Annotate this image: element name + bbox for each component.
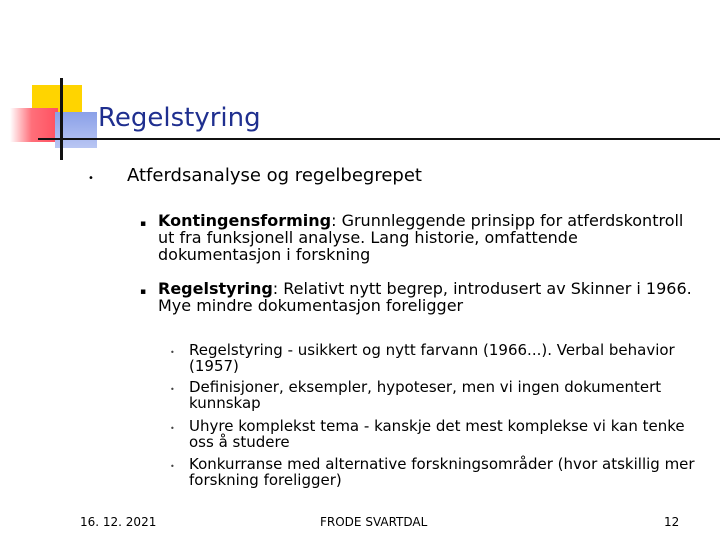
bullet-level3-item [170, 418, 705, 450]
bullet-level3-text: Definisjoner, eksempler, hypoteser, men vi ingen dokumentert kunnskap [189, 378, 662, 412]
term-regelstyring: Regelstyring [158, 279, 273, 298]
decor-red-gradient [10, 108, 58, 142]
bullet-level3-item [170, 379, 705, 411]
page-number: 12 [664, 515, 680, 529]
bullet-level3-text: Uhyre komplekst tema - kanskje det mest komplekse vi kan tenke oss å studere [189, 417, 685, 451]
decor-vertical-line [60, 78, 63, 160]
bullet-level2-item [140, 212, 700, 263]
bullet-level3-text: Regelstyring - usikkert og nytt farvann (1966...). Verbal behavior (1957) [189, 341, 675, 375]
bullet-level3-text: Konkurranse med alternative forskningsområder (hvor atskillig mer forskning foreligger) [189, 455, 695, 489]
footer-author: FRODE SVARTDAL [320, 515, 428, 529]
bullet-level1-text: Atferdsanalyse og regelbegrepet [127, 165, 422, 186]
slide-title: Regelstyring [98, 103, 261, 133]
footer-date: 16. 12. 2021 [80, 515, 157, 529]
bullet-dot-icon: • [170, 462, 175, 471]
term-kontingensforming: Kontingensforming [158, 211, 332, 230]
bullet-level2-item [140, 280, 700, 314]
bullet-dot-icon: • [170, 348, 175, 357]
bullet-level2-text: : Grunnleggende prinsipp for atferdskontroll ut fra funksjonell analyse. Lang historie, omfattende dokumentasjon i forskning [158, 211, 684, 264]
title-underline [38, 138, 720, 140]
bullet-dot-icon: • [170, 424, 175, 433]
bullet-level2-text: : Relativt nytt begrep, introdusert av Skinner i 1966. Mye mindre dokumentasjon foreligger [158, 279, 692, 315]
bullet-dot-icon: • [170, 385, 175, 394]
bullet-level3-item [170, 456, 705, 488]
bullet-level3-item [170, 342, 705, 374]
bullet-square-icon: ▪ [140, 219, 147, 229]
bullet-dot-icon: • [88, 173, 94, 184]
bullet-square-icon: ▪ [140, 287, 147, 297]
